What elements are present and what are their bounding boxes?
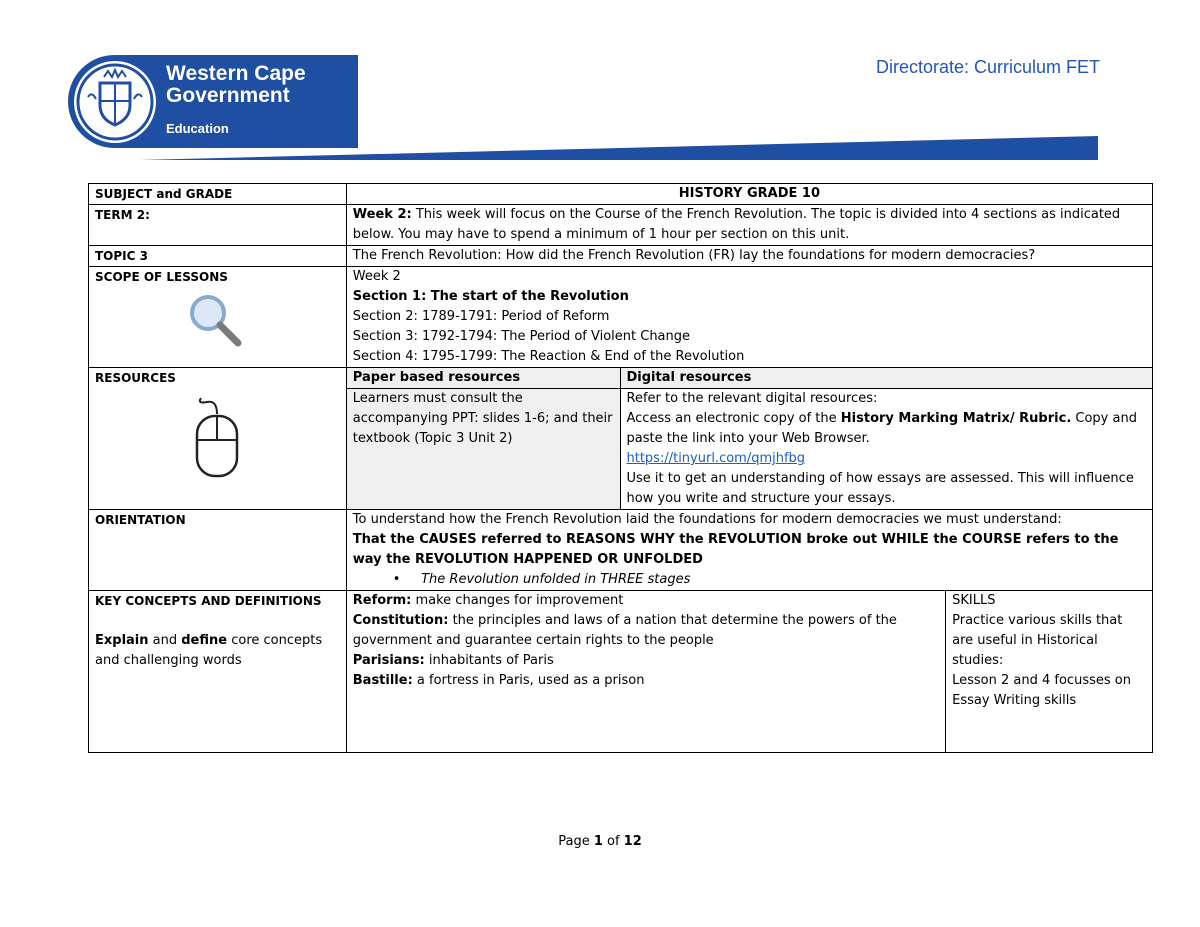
definition-reform: Reform: make changes for improvement (352, 593, 624, 608)
scope-week: Week 2 (352, 269, 401, 284)
scope-section-3: Section 3: 1792-1794: The Period of Violent Change (352, 329, 691, 344)
topic-value: The French Revolution: How did the French Revolution (FR) lay the foundations for modern democracies? (346, 246, 1152, 267)
digital-resources-header: Digital resources (620, 368, 1153, 389)
scope-row (89, 267, 1153, 368)
paper-resources-text: Learners must consult the accompanying PPT: slides 1-6; and their textbook (Topic 3 Unit 2) (346, 389, 620, 510)
topic-row (89, 246, 1153, 267)
orientation-label: ORIENTATION (89, 510, 347, 591)
scope-section-2: Section 2: 1789-1791: Period of Reform (352, 309, 610, 324)
topic-label: TOPIC 3 (89, 246, 347, 267)
digital-intro: Refer to the relevant digital resources: (626, 391, 878, 406)
concepts-row (89, 591, 1153, 753)
header-swoosh (140, 134, 1100, 162)
term-description (346, 205, 1152, 246)
skills-cell (946, 591, 1153, 753)
skills-label: SKILLS (952, 593, 996, 608)
concepts-label-cell (89, 591, 347, 753)
computer-mouse-icon (95, 388, 340, 487)
scope-content (346, 267, 1152, 368)
subject-value: HISTORY GRADE 10 (346, 184, 1152, 205)
concepts-definitions (346, 591, 945, 753)
coat-of-arms-icon (74, 61, 156, 143)
scope-label: SCOPE OF LESSONS (95, 270, 228, 284)
scope-section-4: Section 4: 1795-1799: The Reaction & End of the Revolution (352, 349, 745, 364)
digital-access-text: Access an electronic copy of the History Marking Matrix/ Rubric. Copy and paste the link into your Web Browser. (626, 411, 1137, 446)
orientation-row (89, 510, 1153, 591)
concepts-instruction: Explain and define core concepts and challenging words (95, 633, 323, 668)
digital-resources-content (620, 389, 1153, 510)
page-number: Page 1 of 12 (558, 834, 642, 849)
term-week: Week 2: (352, 207, 412, 222)
term-label: TERM 2: (89, 205, 347, 246)
magnifying-glass-icon (95, 287, 340, 358)
subject-label: SUBJECT and GRADE (89, 184, 347, 205)
orientation-line1: To understand how the French Revolution laid the foundations for modern democracies we must understand: (352, 512, 1062, 527)
resources-label-cell (89, 368, 347, 510)
logo-subtitle: Education (166, 121, 229, 136)
term-text: This week will focus on the Course of the French Revolution. The topic is divided into 4 sections as indicated below. You may have to spend a minimum of 1 hour per section on this unit. (352, 207, 1121, 242)
resources-label: RESOURCES (95, 371, 176, 385)
rubric-link[interactable]: https://tinyurl.com/qmjhfbg (626, 451, 806, 466)
definition-parisians: Parisians: inhabitants of Paris (352, 653, 554, 668)
digital-usage-text: Use it to get an understanding of how essays are assessed. This will influence how you write and structure your essays. (626, 471, 1134, 506)
skills-focus: Lesson 2 and 4 focusses on Essay Writing skills (952, 673, 1131, 708)
scope-label-cell (89, 267, 347, 368)
orientation-bullet: • The Revolution unfolded in THREE stages (392, 572, 691, 587)
rubric-title: History Marking Matrix/ Rubric. (840, 411, 1072, 426)
paper-resources-header: Paper based resources (346, 368, 620, 389)
concepts-label: KEY CONCEPTS AND DEFINITIONS (95, 594, 322, 608)
resources-header-row (89, 368, 1153, 389)
logo-title: Western Cape Government (166, 62, 306, 107)
definition-constitution: Constitution: the principles and laws of a nation that determine the powers of the government and guarantee certain rights to the people (352, 613, 897, 648)
orientation-content (346, 510, 1152, 591)
skills-text: Practice various skills that are useful in Historical studies: (952, 613, 1123, 668)
lesson-plan-table (88, 183, 1153, 753)
directorate-title: Directorate: Curriculum FET (876, 57, 1101, 77)
orientation-line2: That the CAUSES referred to REASONS WHY the REVOLUTION broke out WHILE the COURSE refers to the way the REVOLUTION HAPPENED OR UNFOLDED (352, 532, 1119, 567)
term-row (89, 205, 1153, 246)
scope-section-1: Section 1: The start of the Revolution (352, 289, 629, 304)
subject-row (89, 184, 1153, 205)
definition-bastille: Bastille: a fortress in Paris, used as a prison (352, 673, 645, 688)
